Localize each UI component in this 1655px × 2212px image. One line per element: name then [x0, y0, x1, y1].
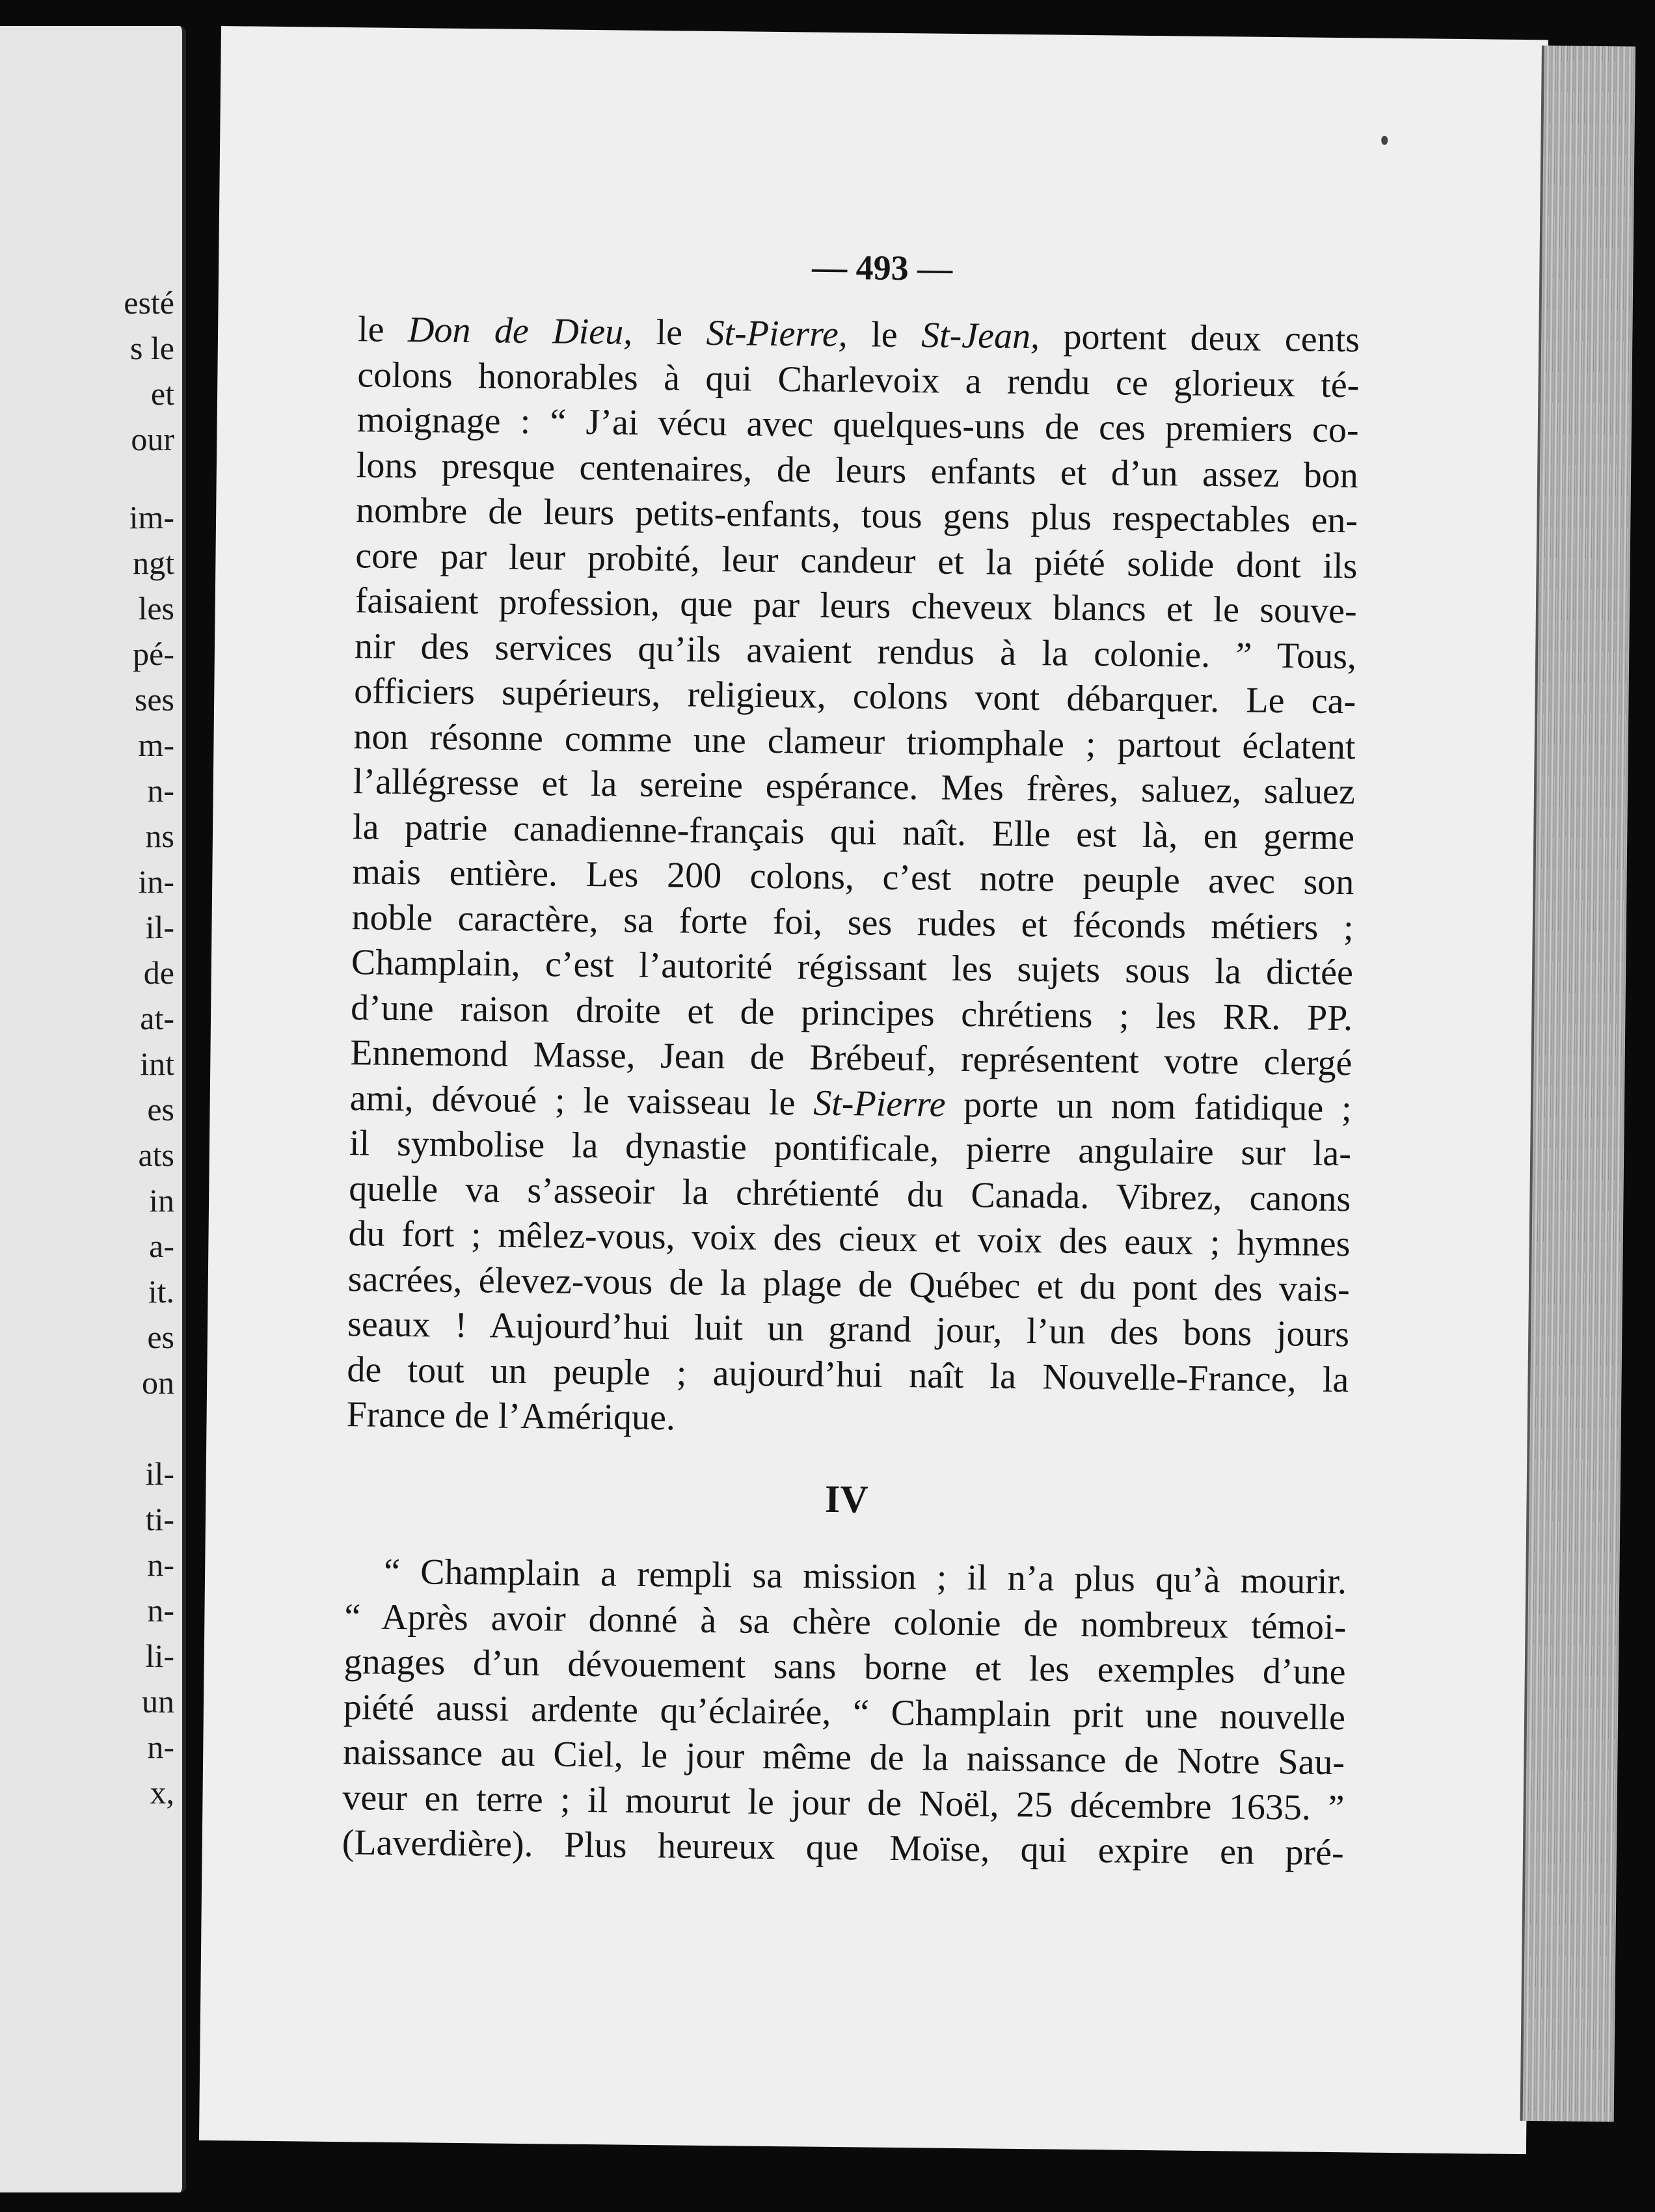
text-line: Champlain, c’est l’autorité régissant les sujets sous la dictée [351, 942, 1354, 993]
book-page [199, 26, 1548, 2154]
left-page-fragment: un [142, 1683, 174, 1720]
text-line: officiers supérieurs, religieux, colons vont débarquer. Le ca- [353, 671, 1356, 722]
left-page-fragment: n- [147, 1546, 174, 1583]
left-page-fragment: s le [129, 330, 174, 366]
ink-spot [1381, 136, 1388, 145]
left-page-fragment: esté [124, 284, 174, 321]
left-page-fragment: a- [149, 1228, 174, 1264]
text-line: gnages d’un dévouement sans borne et les exemples d’une [343, 1641, 1346, 1693]
text-line: Ennemond Masse, Jean de Brébeuf, représentent votre clergé [350, 1032, 1352, 1084]
text-line: piété aussi ardente qu’éclairée, “ Champlain prit une nouvelle [343, 1686, 1346, 1738]
italic-ship-name: St-Jean, [921, 315, 1040, 357]
left-page-fragment: x, [150, 1774, 174, 1811]
left-page-fragment: ses [134, 681, 174, 718]
text-line: d’une raison droite et de principes chrétiens ; les RR. PP. [350, 987, 1353, 1038]
section-heading: IV [824, 1477, 869, 1521]
left-page-fragment: at- [140, 1000, 174, 1036]
text-line: “ Champlain a rempli sa mission ; il n’a plus qu’à mourir. [383, 1551, 1347, 1602]
text-line: l’allégresse et la sereine espérance. Mes frères, saluez, saluez [353, 761, 1356, 813]
left-page-fragment: de [143, 954, 174, 991]
text-line: de tout un peuple ; aujourd’hui naît la Nouvelle-France, la [347, 1349, 1349, 1400]
text-line: faisaient profession, que par leurs cheveux blancs et le souve- [355, 580, 1358, 632]
left-page-fragment: in [149, 1182, 174, 1219]
text-line: non résonne comme une clameur triomphale ; partout éclatent [353, 716, 1356, 767]
text-line: “ Après avoir donné à sa chère colonie de nombreux témoi- [344, 1596, 1347, 1647]
italic-ship-name: St-Pierre, [706, 312, 848, 355]
left-page-fragment: es [147, 1319, 174, 1355]
left-page-fragment: pé- [133, 636, 174, 672]
left-page-fragment: im- [129, 499, 174, 535]
left-page-fragment: ns [145, 818, 174, 854]
left-page-fragment: on [142, 1364, 174, 1401]
text-line: France de l’Amérique. [346, 1394, 676, 1438]
text-line: noble caractère, sa forte foi, ses rudes et féconds métiers ; [351, 897, 1354, 948]
left-page-fragment: es [147, 1091, 174, 1127]
text-line: quelle va s’asseoir la chrétienté du Canada. Vibrez, canons [348, 1168, 1351, 1219]
text-line: (Laverdière). Plus heureux que Moïse, qui expire en pré- [342, 1822, 1345, 1874]
left-page-fragment: our [131, 421, 174, 457]
text-line: naissance au Ciel, le jour même de la naissance de Notre Sau- [342, 1732, 1345, 1783]
left-page-fragment: ngt [133, 545, 174, 581]
text-line: veur en terre ; il mourut le jour de Noël, 25 décembre 1635. ” [342, 1777, 1345, 1828]
text-line: nombre de leurs petits-enfants, tous gens plus respectables en- [355, 490, 1358, 541]
left-page-fragment: ats [138, 1137, 174, 1173]
left-page-fragment: ti- [145, 1501, 174, 1537]
text-line: il symbolise la dynastie pontificale, pierre angulaire sur la- [349, 1123, 1352, 1174]
text-line: lons presque centenaires, de leurs enfants et d’un assez bon [356, 444, 1359, 496]
text-line: du fort ; mêlez-vous, voix des cieux et voix des eaux ; hymnes [348, 1213, 1351, 1265]
italic-ship-name: St-Pierre [813, 1083, 946, 1125]
paragraph-2 [342, 1549, 1347, 1876]
page-number: — 493 — [811, 247, 953, 288]
page-body [342, 307, 1360, 1876]
left-facing-page [0, 26, 186, 2192]
left-page-fragment: il- [145, 909, 174, 945]
left-page-fragment: et [150, 375, 174, 412]
text-line: seaux ! Aujourd’hui luit un grand jour, l’un des bons jours [347, 1304, 1350, 1355]
left-page-fragment: n- [147, 1729, 174, 1765]
left-page-fragment: it. [148, 1273, 174, 1310]
text-line: le Don de Dieu, le St-Pierre, le St-Jean, portent deux cents [357, 309, 1360, 360]
left-page-fragment: int [140, 1045, 174, 1082]
text-line: sacrées, élevez-vous de la plage de Québec et du pont des vais- [347, 1258, 1351, 1310]
text-line: mais entière. Les 200 colons, c’est notre peuple avec son [352, 852, 1354, 903]
text-line: ami, dévoué ; le vaisseau le St-Pierre porte un nom fatidique ; [349, 1077, 1352, 1129]
left-page-fragment: il- [145, 1455, 174, 1492]
paragraph-1 [346, 307, 1360, 1448]
left-page-fragment: n- [147, 1592, 174, 1628]
text-line: core par leur probité, leur candeur et la piété solide dont ils [355, 535, 1358, 586]
left-page-fragment: les [138, 590, 174, 627]
text-line: la patrie canadienne-français qui naît. Elle est là, en germe [352, 806, 1355, 857]
left-page-fragment: in- [138, 863, 174, 900]
left-page-fragment: m- [138, 727, 174, 763]
text-line: moignage : “ J’ai vécu avec quelques-uns de ces premiers co- [357, 399, 1359, 451]
text-line: nir des services qu’ils avaient rendus à la colonie. ” Tous, [354, 625, 1357, 677]
text-line: colons honorables à qui Charlevoix a rendu ce glorieux té- [357, 354, 1360, 405]
italic-ship-name: Don de Dieu, [407, 310, 633, 353]
left-page-fragment: n- [147, 772, 174, 809]
left-page-fragment: li- [145, 1638, 174, 1674]
